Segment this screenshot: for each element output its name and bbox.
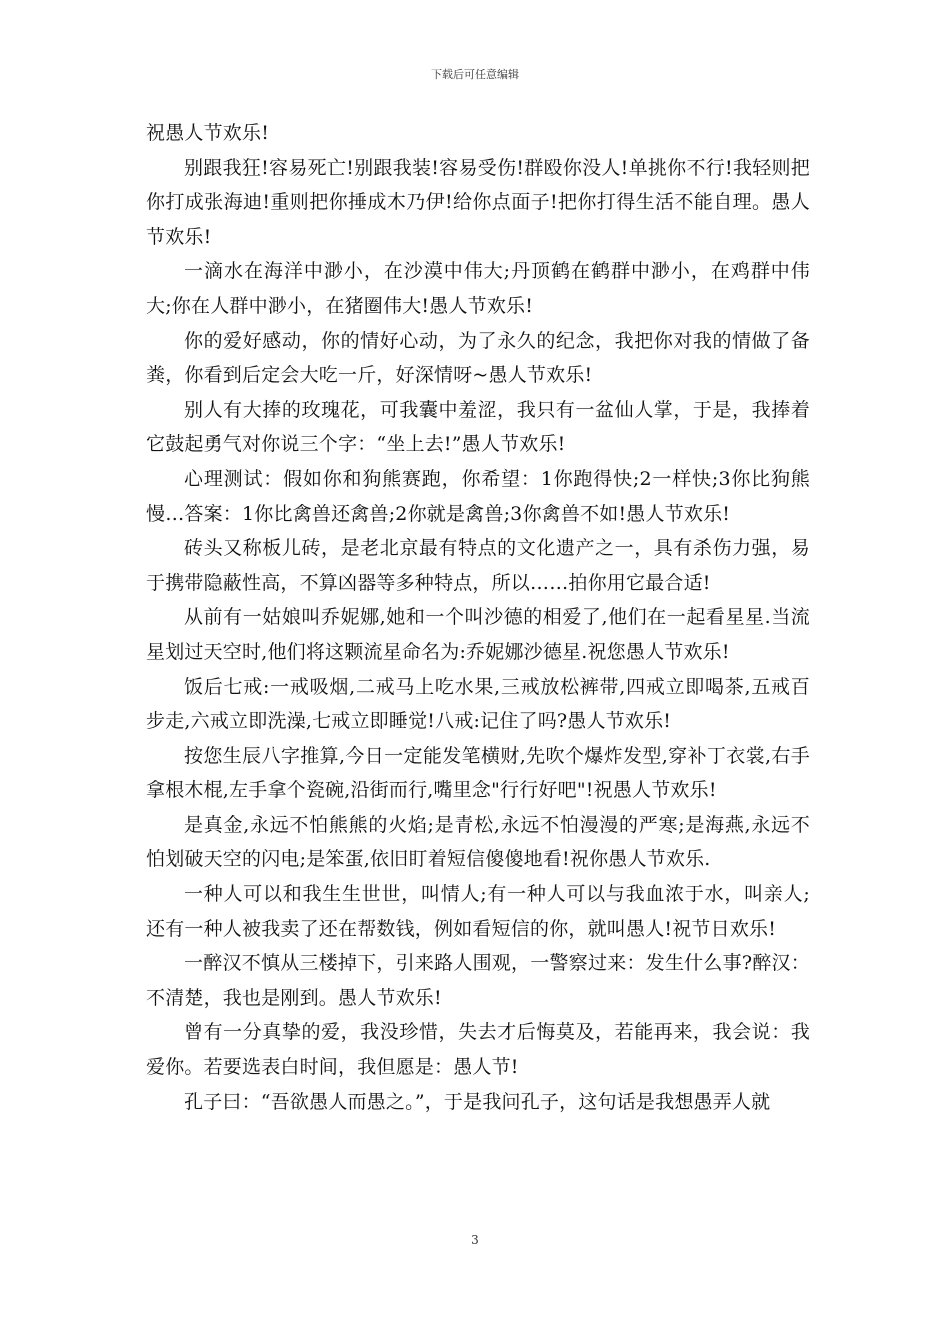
paragraph: 从前有一姑娘叫乔妮娜,她和一个叫沙德的相爱了,他们在一起看星星.当流星划过天空时,他们将这颗流星命名为:乔妮娜沙德星.祝您愚人节欢乐!: [146, 606, 810, 663]
paragraph: 砖头又称板儿砖，是老北京最有特点的文化遗产之一，具有杀伤力强，易于携带隐蔽性高，不算凶器等多种特点，所以……拍你用它最合适!: [146, 537, 810, 594]
paragraph: 一种人可以和我生生世世，叫情人;有一种人可以与我血浓于水，叫亲人;还有一种人被我卖了还在帮数钱，例如看短信的你，就叫愚人!祝节日欢乐!: [146, 883, 810, 940]
paragraph: 心理测试：假如你和狗熊赛跑，你希望：1你跑得快;2一样快;3你比狗熊慢…答案：1你比禽兽还禽兽;2你就是禽兽;3你禽兽不如!愚人节欢乐!: [146, 467, 810, 525]
paragraph: 饭后七戒:一戒吸烟,二戒马上吃水果,三戒放松裤带,四戒立即喝茶,五戒百步走,六戒立即洗澡,七戒立即睡觉!八戒:记住了吗?愚人节欢乐!: [146, 675, 810, 733]
paragraph: 孔子曰：“吾欲愚人而愚之。”，于是我问孔子，这句话是我想愚弄人就: [184, 1090, 771, 1113]
paragraph: 按您生辰八字推算,今日一定能发笔横财,先吹个爆炸发型,穿补丁衣裳,右手拿根木棍,左手拿个瓷碗,沿街而行,嘴里念"行行好吧"!祝愚人节欢乐!: [146, 744, 810, 802]
paragraph: 你的爱好感动，你的情好心动，为了永久的纪念，我把你对我的情做了备粪，你看到后定会大吃一斤，好深情呀~愚人节欢乐!: [146, 329, 810, 387]
paragraph: 一醉汉不慎从三楼掉下，引来路人围观，一警察过来：发生什么事?醉汉：不清楚，我也是刚到。愚人节欢乐!: [146, 952, 810, 1009]
paragraph: 祝愚人节欢乐!: [146, 122, 270, 144]
paragraph: 别人有大捧的玫瑰花，可我囊中羞涩，我只有一盆仙人掌，于是，我捧着它鼓起勇气对你说三个字：“坐上去!”愚人节欢乐!: [146, 398, 810, 456]
paragraph: 一滴水在海洋中渺小，在沙漠中伟大;丹顶鹤在鹤群中渺小，在鸡群中伟大;你在人群中渺小，在猪圈伟大!愚人节欢乐!: [146, 260, 810, 317]
paragraph: 别跟我狂!容易死亡!别跟我装!容易受伤!群殴你没人!单挑你不行!我轻则把你打成张海迪!重则把你捶成木乃伊!给你点面子!把你打得生活不能自理。愚人节欢乐!: [146, 156, 810, 248]
document-body: [146, 116, 810, 1119]
page-number: 3: [471, 1233, 479, 1247]
paragraph: 曾有一分真挚的爱，我没珍惜，失去才后悔莫及，若能再来，我会说：我爱你。若要选表白时间，我但愿是：愚人节!: [146, 1021, 810, 1079]
page-header: 下载后可任意编辑: [431, 68, 519, 81]
paragraph: 是真金,永远不怕熊熊的火焰;是青松,永远不怕漫漫的严寒;是海燕,永远不怕划破天空的闪电;是笨蛋,依旧盯着短信傻傻地看!祝你愚人节欢乐.: [146, 813, 810, 871]
